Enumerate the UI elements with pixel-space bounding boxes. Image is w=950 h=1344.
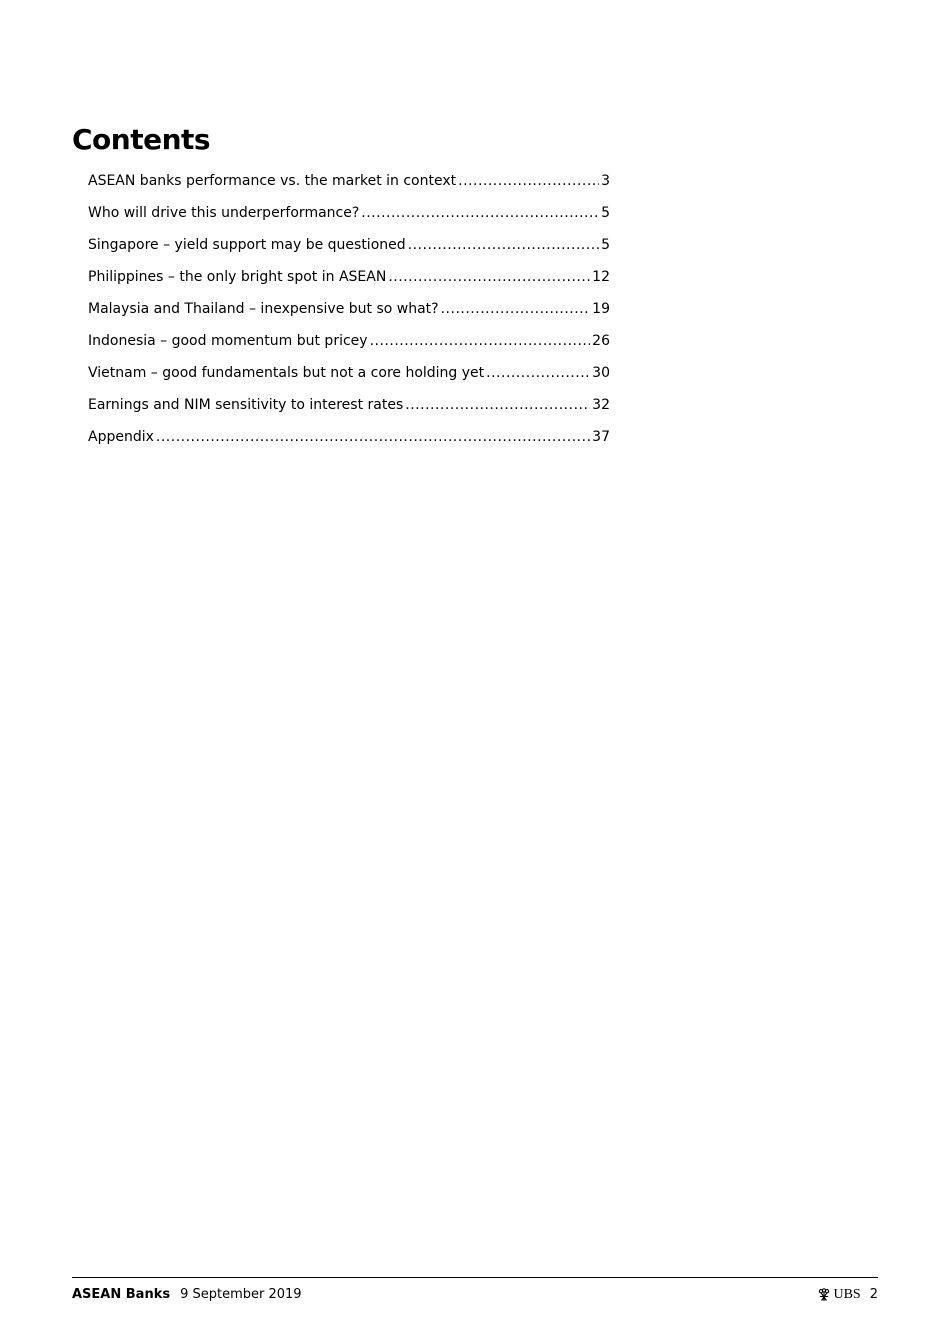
toc-entry-page: 5 bbox=[601, 237, 610, 253]
toc-entry-page: 32 bbox=[592, 397, 610, 413]
toc-entry[interactable] bbox=[88, 168, 610, 200]
toc-dot-leader bbox=[486, 360, 590, 386]
toc-entry-page: 37 bbox=[592, 429, 610, 445]
toc-entry-title: Malaysia and Thailand – inexpensive but so what? bbox=[88, 301, 439, 317]
toc-dot-leader bbox=[370, 328, 591, 354]
toc-dot-leader bbox=[441, 296, 591, 322]
toc-entry-title: Indonesia – good momentum but pricey bbox=[88, 333, 368, 349]
brand-name: UBS bbox=[833, 1287, 861, 1302]
footer-divider bbox=[72, 1277, 878, 1278]
toc-entry[interactable] bbox=[88, 328, 610, 360]
page-title: Contents bbox=[72, 123, 211, 156]
report-date: 9 September 2019 bbox=[180, 1287, 302, 1302]
toc-entry-title: ASEAN banks performance vs. the market in context bbox=[88, 173, 457, 189]
toc-entry[interactable] bbox=[88, 232, 610, 264]
toc-entry-page: 12 bbox=[592, 269, 610, 285]
toc-entry-title: Appendix bbox=[88, 429, 154, 445]
toc-dot-leader bbox=[388, 264, 590, 290]
footer-brand bbox=[817, 1285, 878, 1305]
toc-entry-page: 30 bbox=[592, 365, 610, 381]
toc-dot-leader bbox=[156, 424, 590, 450]
toc-entry[interactable] bbox=[88, 264, 610, 296]
toc-entry-title: Who will drive this underperformance? bbox=[88, 205, 360, 221]
toc-entry-page: 26 bbox=[592, 333, 610, 349]
toc-entry-page: 5 bbox=[601, 205, 610, 221]
toc-entry-page: 19 bbox=[592, 301, 610, 317]
toc-dot-leader bbox=[405, 392, 590, 418]
toc-dot-leader bbox=[361, 200, 599, 226]
toc-entry[interactable] bbox=[88, 392, 610, 424]
toc-entry-title: Vietnam – good fundamentals but not a core holding yet bbox=[88, 365, 485, 381]
toc-entry-title: Singapore – yield support may be questioned bbox=[88, 237, 406, 253]
toc-entry[interactable] bbox=[88, 424, 610, 456]
toc-entry-page: 3 bbox=[601, 173, 610, 189]
toc-entry[interactable] bbox=[88, 296, 610, 328]
toc-entry[interactable] bbox=[88, 360, 610, 392]
page-number: 2 bbox=[869, 1287, 878, 1302]
report-name: ASEAN Banks bbox=[72, 1287, 171, 1302]
toc-dot-leader bbox=[408, 232, 599, 258]
ubs-keys-icon bbox=[817, 1288, 831, 1302]
table-of-contents bbox=[88, 168, 610, 456]
toc-entry[interactable] bbox=[88, 200, 610, 232]
toc-entry-title: Philippines – the only bright spot in ASEAN bbox=[88, 269, 387, 285]
toc-entry-title: Earnings and NIM sensitivity to interest rates bbox=[88, 397, 404, 413]
footer-report-info bbox=[72, 1285, 302, 1305]
toc-dot-leader bbox=[458, 168, 599, 194]
